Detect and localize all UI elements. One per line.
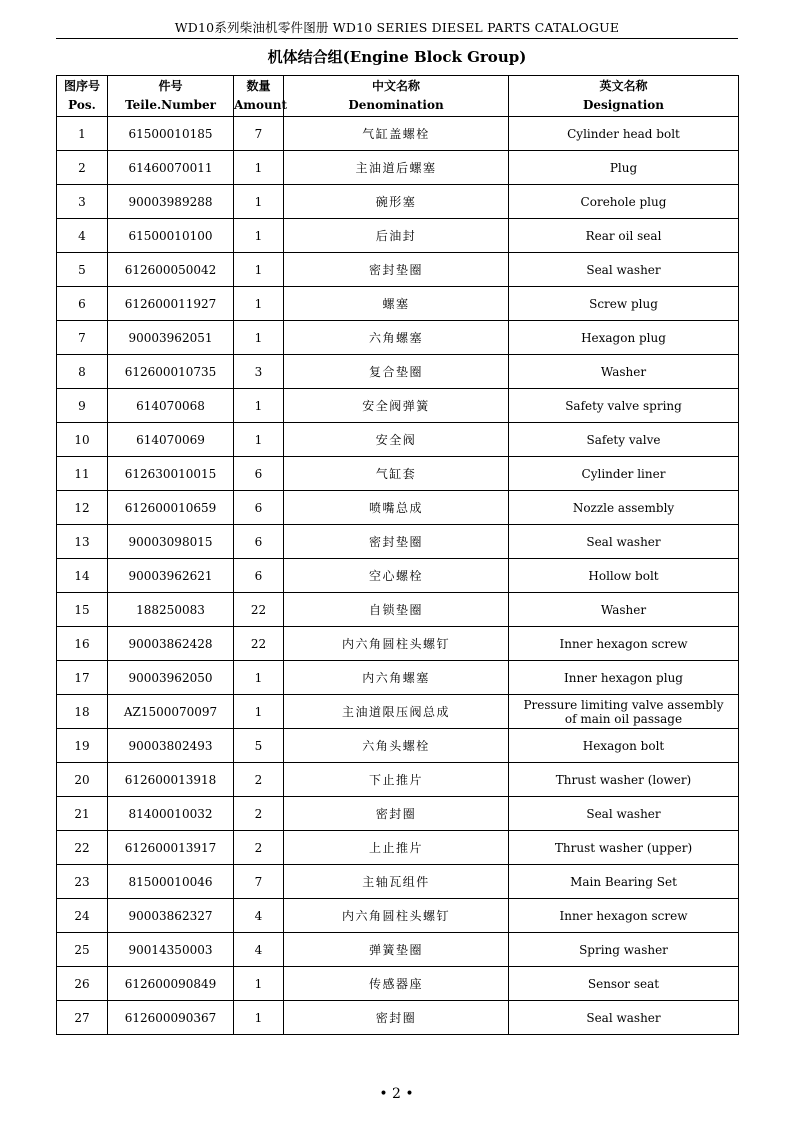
cell-amount: 6 (234, 559, 284, 593)
cell-designation: Seal washer (509, 1001, 739, 1035)
cell-denomination: 六角螺塞 (284, 321, 509, 355)
cell-number: 612630010015 (108, 457, 234, 491)
cell-number: 61500010185 (108, 117, 234, 151)
cell-denomination: 密封圈 (284, 797, 509, 831)
table-row (57, 1001, 739, 1035)
cell-amount: 1 (234, 389, 284, 423)
cell-number: 90003962621 (108, 559, 234, 593)
cell-denomination: 复合垫圈 (284, 355, 509, 389)
cell-number: 61460070011 (108, 151, 234, 185)
cell-number: 188250083 (108, 593, 234, 627)
cell-designation: Inner hexagon screw (509, 627, 739, 661)
table-row (57, 117, 739, 151)
cell-denomination: 气缸盖螺栓 (284, 117, 509, 151)
cell-designation: Spring washer (509, 933, 739, 967)
cell-number: 614070068 (108, 389, 234, 423)
table-row (57, 185, 739, 219)
cell-number: 90003802493 (108, 729, 234, 763)
column-header-denomination (284, 76, 509, 117)
cell-amount: 22 (234, 627, 284, 661)
cell-designation: Thrust washer (lower) (509, 763, 739, 797)
cell-designation: Cylinder head bolt (509, 117, 739, 151)
cell-designation: Safety valve spring (509, 389, 739, 423)
cell-designation: Screw plug (509, 287, 739, 321)
cell-denomination: 碗形塞 (284, 185, 509, 219)
cell-pos: 27 (57, 1001, 108, 1035)
cell-amount: 3 (234, 355, 284, 389)
cell-number: 612600010659 (108, 491, 234, 525)
cell-number: 90014350003 (108, 933, 234, 967)
cell-designation: Inner hexagon plug (509, 661, 739, 695)
cell-pos: 11 (57, 457, 108, 491)
cell-amount: 5 (234, 729, 284, 763)
cell-amount: 2 (234, 831, 284, 865)
cell-designation: Inner hexagon screw (509, 899, 739, 933)
cell-amount: 1 (234, 219, 284, 253)
cell-denomination: 弹簧垫圈 (284, 933, 509, 967)
table-row (57, 457, 739, 491)
cell-amount: 1 (234, 423, 284, 457)
table-row (57, 321, 739, 355)
table-row (57, 151, 739, 185)
cell-denomination: 自锁垫圈 (284, 593, 509, 627)
cell-denomination: 后油封 (284, 219, 509, 253)
column-header-label-en: Denomination (348, 98, 444, 112)
page-title: 机体结合组(Engine Block Group) (267, 48, 527, 66)
cell-amount: 1 (234, 185, 284, 219)
table-row (57, 627, 739, 661)
cell-pos: 12 (57, 491, 108, 525)
cell-number: 612600011927 (108, 287, 234, 321)
cell-pos: 6 (57, 287, 108, 321)
cell-number: 614070069 (108, 423, 234, 457)
table-row (57, 389, 739, 423)
cell-pos: 16 (57, 627, 108, 661)
table-row (57, 559, 739, 593)
cell-amount: 6 (234, 457, 284, 491)
cell-designation: Rear oil seal (509, 219, 739, 253)
cell-denomination: 空心螺栓 (284, 559, 509, 593)
table-row (57, 899, 739, 933)
cell-pos: 24 (57, 899, 108, 933)
cell-denomination: 密封垫圈 (284, 525, 509, 559)
cell-pos: 14 (57, 559, 108, 593)
cell-pos: 22 (57, 831, 108, 865)
cell-number: AZ1500070097 (108, 695, 234, 729)
cell-denomination: 密封垫圈 (284, 253, 509, 287)
cell-amount: 1 (234, 967, 284, 1001)
column-header-amount (234, 76, 288, 117)
cell-denomination: 六角头螺栓 (284, 729, 509, 763)
cell-amount: 1 (234, 287, 284, 321)
column-header-designation (509, 76, 739, 117)
cell-pos: 26 (57, 967, 108, 1001)
cell-pos: 8 (57, 355, 108, 389)
cell-amount: 4 (234, 899, 284, 933)
cell-amount: 1 (234, 321, 284, 355)
cell-denomination: 传感器座 (284, 967, 509, 1001)
cell-pos: 10 (57, 423, 108, 457)
cell-number: 612600010735 (108, 355, 234, 389)
cell-pos: 7 (57, 321, 108, 355)
table-row (57, 219, 739, 253)
column-header-pos (57, 76, 108, 117)
table-header-row (57, 76, 739, 117)
cell-denomination: 上止推片 (284, 831, 509, 865)
table-row (57, 967, 739, 1001)
cell-denomination: 螺塞 (284, 287, 509, 321)
table-row (57, 695, 739, 729)
table-row (57, 763, 739, 797)
cell-denomination: 主轴瓦组件 (284, 865, 509, 899)
cell-designation: Hollow bolt (509, 559, 739, 593)
cell-pos: 5 (57, 253, 108, 287)
cell-amount: 2 (234, 763, 284, 797)
cell-number: 81500010046 (108, 865, 234, 899)
table-row (57, 525, 739, 559)
cell-denomination: 安全阀 (284, 423, 509, 457)
cell-pos: 17 (57, 661, 108, 695)
cell-denomination: 内六角圆柱头螺钉 (284, 899, 509, 933)
cell-designation: Safety valve (509, 423, 739, 457)
cell-amount: 1 (234, 1001, 284, 1035)
cell-designation: Seal washer (509, 797, 739, 831)
cell-designation: Hexagon plug (509, 321, 739, 355)
cell-designation: Main Bearing Set (509, 865, 739, 899)
cell-denomination: 气缸套 (284, 457, 509, 491)
cell-amount: 6 (234, 525, 284, 559)
cell-pos: 20 (57, 763, 108, 797)
parts-table (56, 75, 739, 1035)
column-header-label-cn: 件号 (158, 79, 183, 93)
table-row (57, 797, 739, 831)
column-header-label-en: Designation (582, 98, 665, 112)
cell-pos: 2 (57, 151, 108, 185)
cell-amount: 4 (234, 933, 284, 967)
cell-amount: 1 (234, 253, 284, 287)
header-rule (56, 38, 738, 39)
cell-denomination: 主油道限压阀总成 (284, 695, 509, 729)
cell-pos: 21 (57, 797, 108, 831)
cell-number: 612600090849 (108, 967, 234, 1001)
cell-number: 612600013917 (108, 831, 234, 865)
column-header-label-cn: 图序号 (63, 79, 100, 93)
table-row (57, 355, 739, 389)
running-header: WD10系列柴油机零件图册 WD10 SERIES DIESEL PARTS CATALOGUE (174, 20, 620, 35)
cell-number: 61500010100 (108, 219, 234, 253)
cell-designation: Thrust washer (upper) (509, 831, 739, 865)
cell-number: 612600013918 (108, 763, 234, 797)
cell-number: 90003962050 (108, 661, 234, 695)
cell-designation: Hexagon bolt (509, 729, 739, 763)
cell-number: 90003989288 (108, 185, 234, 219)
cell-denomination: 主油道后螺塞 (284, 151, 509, 185)
cell-designation: Corehole plug (509, 185, 739, 219)
cell-amount: 1 (234, 661, 284, 695)
cell-amount: 22 (234, 593, 284, 627)
table-row (57, 423, 739, 457)
cell-designation: Cylinder liner (509, 457, 739, 491)
cell-denomination: 内六角螺塞 (284, 661, 509, 695)
cell-designation: Sensor seat (509, 967, 739, 1001)
cell-designation: Nozzle assembly (509, 491, 739, 525)
table-row (57, 593, 739, 627)
cell-designation: Pressure limiting valve assembly of main oil passage (509, 695, 739, 729)
cell-pos: 25 (57, 933, 108, 967)
cell-denomination: 安全阀弹簧 (284, 389, 509, 423)
cell-pos: 4 (57, 219, 108, 253)
cell-designation: Seal washer (509, 253, 739, 287)
column-header-number (108, 76, 234, 117)
column-header-label-en: Teile.Number (125, 98, 216, 112)
cell-number: 90003862327 (108, 899, 234, 933)
cell-number: 612600050042 (108, 253, 234, 287)
cell-amount: 1 (234, 151, 284, 185)
cell-designation: Seal washer (509, 525, 739, 559)
cell-pos: 3 (57, 185, 108, 219)
cell-amount: 1 (234, 695, 284, 729)
cell-number: 81400010032 (108, 797, 234, 831)
cell-denomination: 喷嘴总成 (284, 491, 509, 525)
column-header-label-en: Amount (234, 98, 288, 112)
table-row (57, 865, 739, 899)
cell-designation: Plug (509, 151, 739, 185)
cell-denomination: 下止推片 (284, 763, 509, 797)
cell-number: 612600090367 (108, 1001, 234, 1035)
cell-pos: 9 (57, 389, 108, 423)
cell-pos: 13 (57, 525, 108, 559)
table-row (57, 933, 739, 967)
table-row (57, 253, 739, 287)
cell-denomination: 密封圈 (284, 1001, 509, 1035)
table-row (57, 491, 739, 525)
cell-amount: 6 (234, 491, 284, 525)
cell-designation: Washer (509, 593, 739, 627)
page-number: • 2 • (379, 1086, 414, 1102)
column-header-label-en: Pos. (68, 98, 96, 112)
cell-number: 90003098015 (108, 525, 234, 559)
cell-pos: 1 (57, 117, 108, 151)
column-header-label-cn: 数量 (246, 79, 271, 93)
cell-amount: 2 (234, 797, 284, 831)
cell-amount: 7 (234, 117, 284, 151)
table-row (57, 287, 739, 321)
table-row (57, 661, 739, 695)
cell-pos: 23 (57, 865, 108, 899)
cell-number: 90003962051 (108, 321, 234, 355)
cell-number: 90003862428 (108, 627, 234, 661)
cell-pos: 19 (57, 729, 108, 763)
table-row (57, 729, 739, 763)
cell-pos: 15 (57, 593, 108, 627)
column-header-label-cn: 中文名称 (371, 79, 420, 93)
table-row (57, 831, 739, 865)
column-header-label-cn: 英文名称 (599, 79, 648, 93)
cell-designation: Washer (509, 355, 739, 389)
parts-table-body (57, 117, 739, 1035)
cell-amount: 7 (234, 865, 284, 899)
cell-pos: 18 (57, 695, 108, 729)
cell-denomination: 内六角圆柱头螺钉 (284, 627, 509, 661)
